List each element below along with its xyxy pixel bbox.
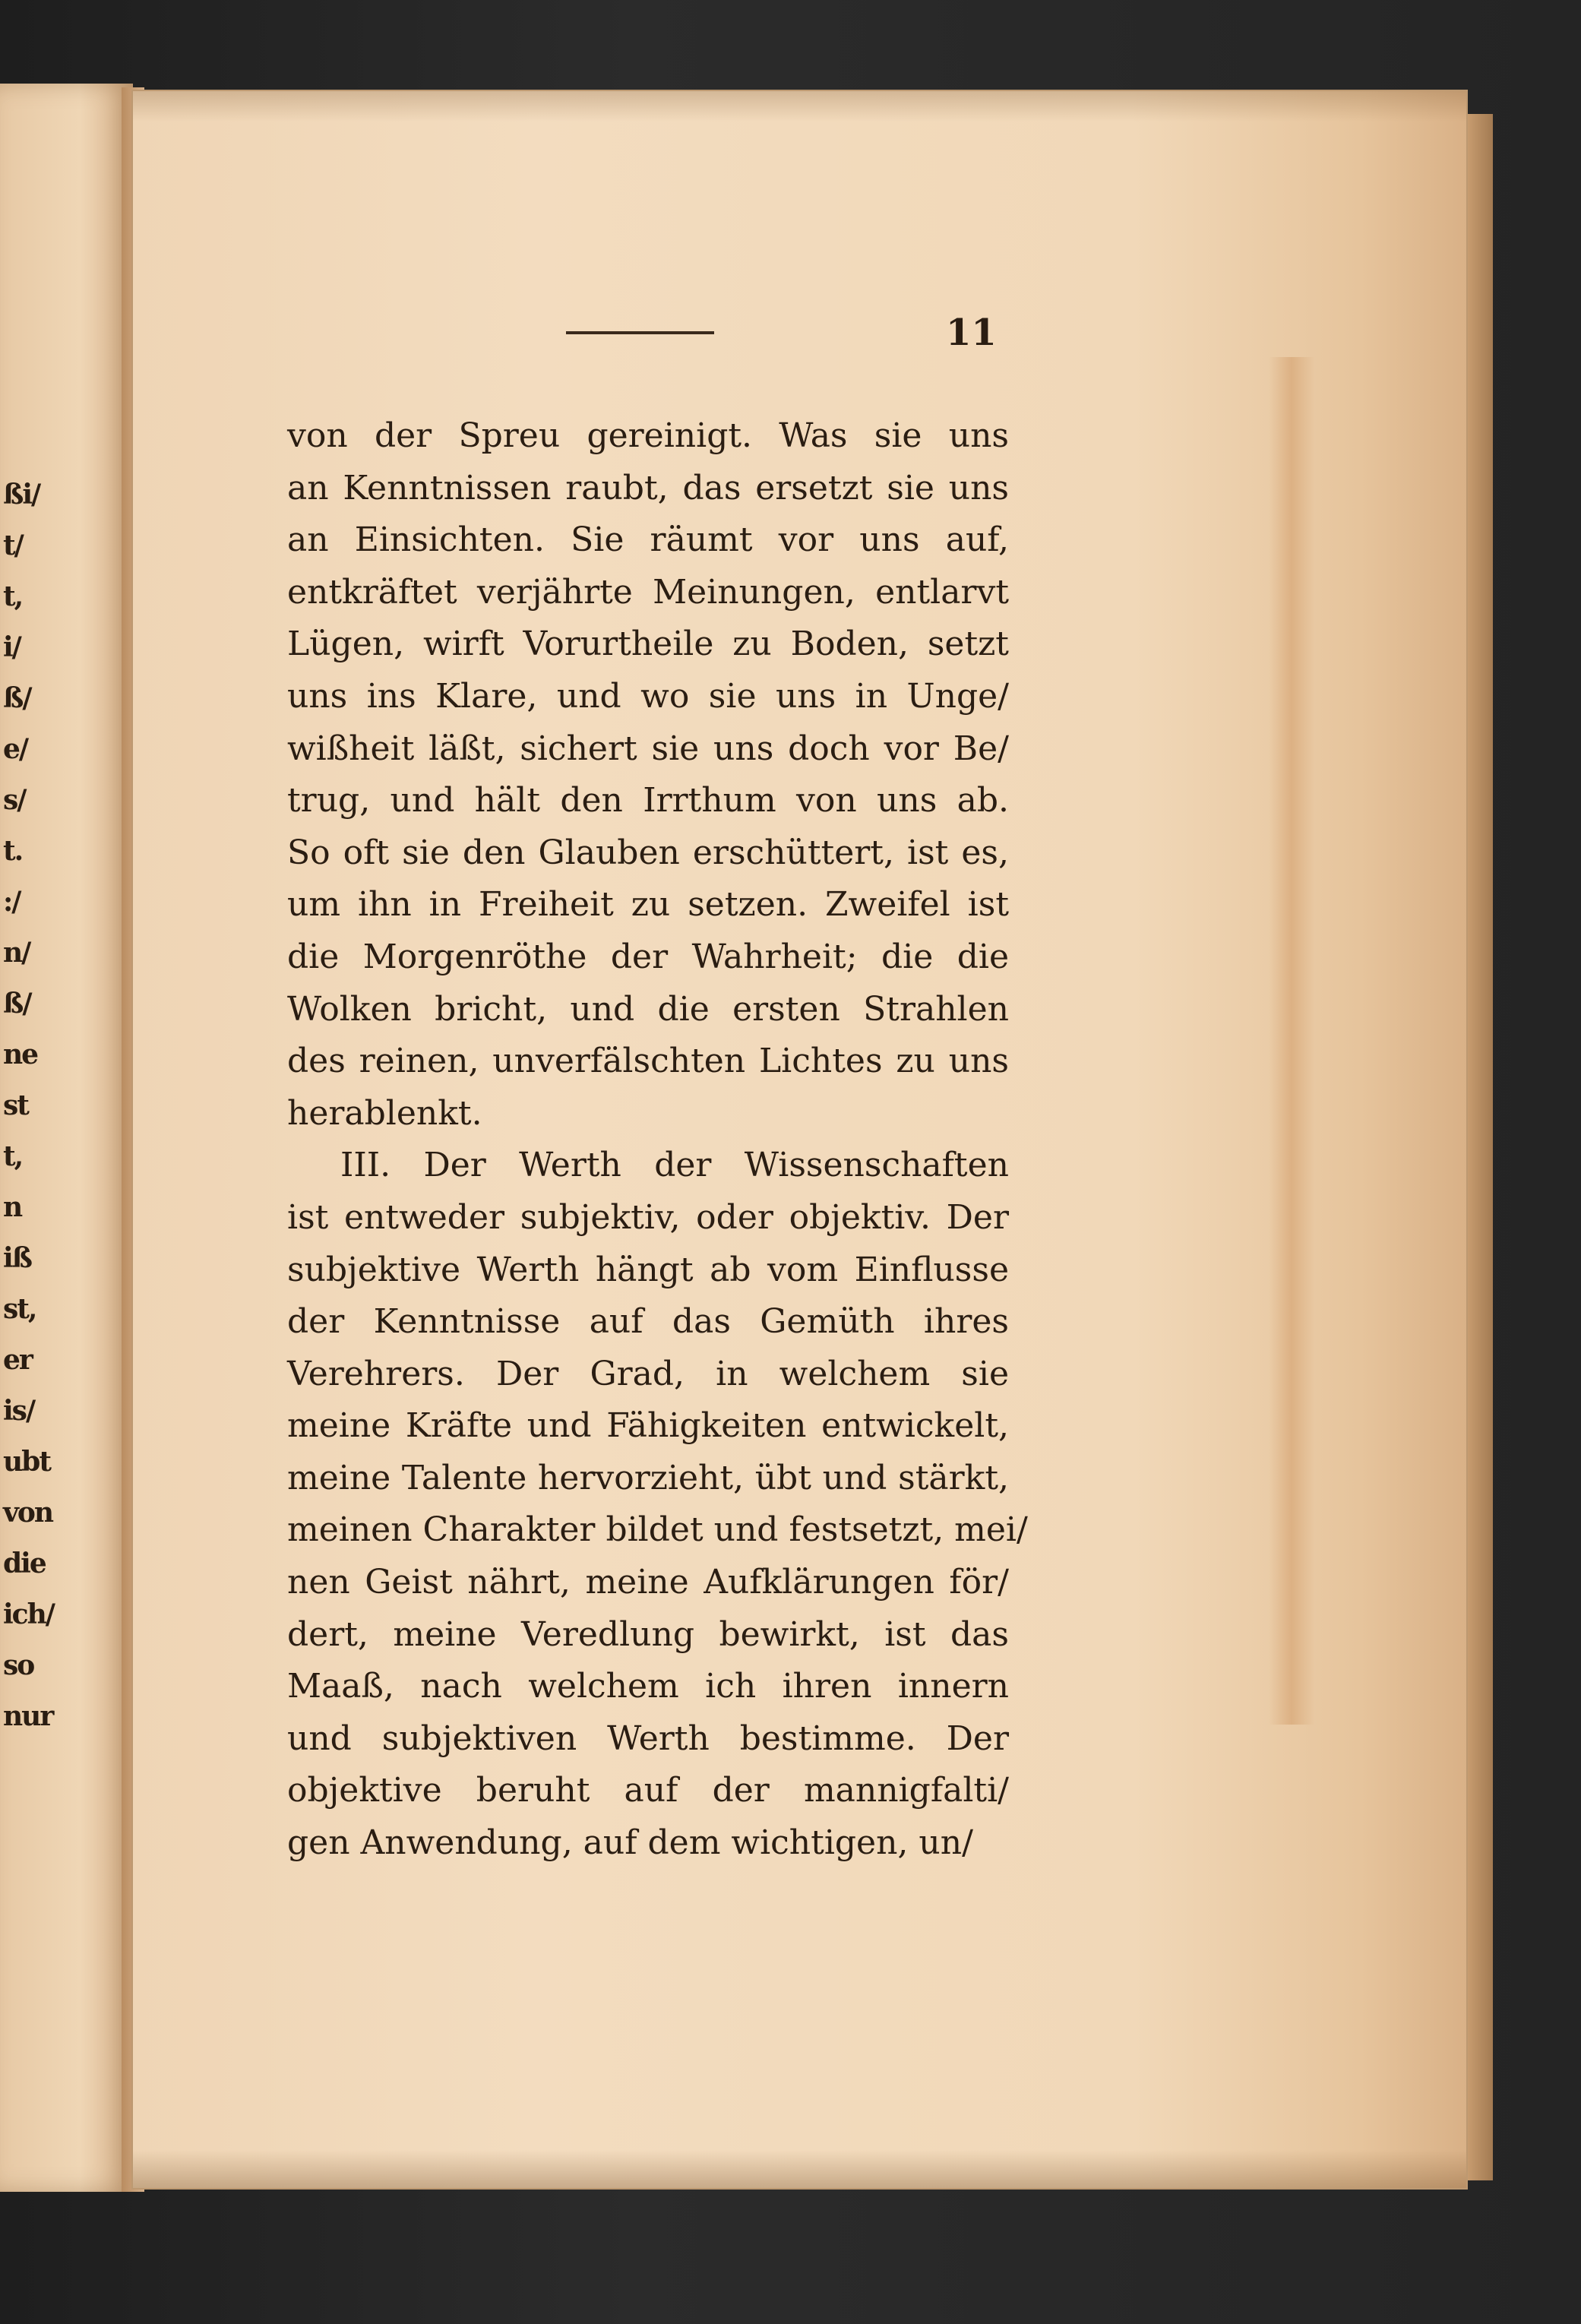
text-line: meine Talente hervorzieht, übt und stärkt, (287, 1458, 1009, 1497)
text-line: des reinen, unverfälschten Lichtes zu uns (287, 1042, 1009, 1081)
previous-page-fragment: ßi/ (3, 479, 40, 511)
text-line: Lügen, wirft Vorurtheile zu Boden, setzt (287, 624, 1009, 664)
page-number: 11 (946, 311, 997, 354)
previous-page-fragment: s/ (3, 784, 26, 816)
previous-page-fragment: ich/ (3, 1598, 54, 1630)
header-rule (566, 331, 714, 334)
previous-page-fragment: n (3, 1191, 22, 1223)
text-line: Wolken bricht, und die ersten Strahlen (287, 989, 1009, 1029)
page-top-shadow (133, 91, 1466, 122)
previous-page-fragment: t/ (3, 530, 23, 561)
previous-page-fragment: er (3, 1344, 32, 1376)
previous-page-fragment: t, (3, 1140, 23, 1172)
text-line: III. Der Werth der Wissenschaften (340, 1146, 1009, 1185)
previous-page-fragment: ß/ (3, 682, 31, 714)
page-bottom-shadow (133, 2150, 1466, 2188)
previous-page-fragment: t, (3, 580, 23, 612)
previous-page-fragment: von (3, 1497, 53, 1529)
text-line: uns ins Klare, und wo sie uns in Unge/ (287, 676, 1009, 716)
text-line: an Einsichten. Sie räumt vor uns auf, (287, 520, 1009, 560)
previous-page-fragment: t. (3, 835, 23, 867)
text-line: um ihn in Freiheit zu setzen. Zweifel ist (287, 885, 1009, 925)
text-line: an Kenntnissen raubt, das ersetzt sie uns (287, 468, 1009, 507)
text-line: gen Anwendung, auf dem wichtigen, un/ (287, 1823, 973, 1863)
text-line: meine Kräfte und Fähigkeiten entwickelt, (287, 1406, 1009, 1446)
text-line: meinen Charakter bildet und festsetzt, mei/ (287, 1510, 1028, 1550)
text-line: subjektive Werth hängt ab vom Einflusse (287, 1250, 1009, 1289)
previous-page-fragment: so (3, 1649, 34, 1681)
previous-page-fragment: ne (3, 1039, 38, 1070)
text-line: von der Spreu gereinigt. Was sie uns (287, 416, 1009, 455)
text-line: wißheit läßt, sichert sie uns doch vor Be/ (287, 729, 1009, 768)
body-text (287, 410, 1028, 1870)
previous-page-edge (0, 84, 133, 2192)
text-line: Verehrers. Der Grad, in welchem sie (287, 1354, 1009, 1393)
previous-page-fragment: ubt (3, 1446, 50, 1478)
paper-stain (1269, 357, 1314, 1725)
text-line: So oft sie den Glauben erschüttert, ist es, (287, 833, 1009, 872)
text-line: trug, und hält den Irrthum von uns ab. (287, 781, 1009, 821)
previous-page-fragment: i/ (3, 631, 21, 663)
previous-page-fragment: :/ (3, 886, 21, 918)
previous-page-fragment: iß (3, 1242, 32, 1274)
text-line: der Kenntnisse auf das Gemüth ihres (287, 1302, 1009, 1342)
previous-page-fragment: ß/ (3, 988, 31, 1020)
text-line: ist entweder subjektiv, oder objektiv. Der (287, 1197, 1009, 1237)
text-line: entkräftet verjährte Meinungen, entlarvt (287, 572, 1009, 612)
text-line: dert, meine Veredlung bewirkt, ist das (287, 1614, 1009, 1654)
text-line: Maaß, nach welchem ich ihren innern (287, 1667, 1009, 1706)
previous-page-fragment: st, (3, 1293, 36, 1325)
previous-page-fragment: is/ (3, 1395, 35, 1427)
text-line: herablenkt. (287, 1093, 482, 1133)
previous-page-fragment: nur (3, 1700, 53, 1732)
text-line: und subjektiven Werth bestimme. Der (287, 1718, 1009, 1758)
previous-page-fragment: n/ (3, 937, 30, 969)
text-line: objektive beruht auf der mannigfalti/ (287, 1771, 1009, 1810)
text-line: nen Geist nährt, meine Aufklärungen för/ (287, 1563, 1009, 1602)
previous-page-fragment: st (3, 1089, 28, 1121)
text-line: die Morgenröthe der Wahrheit; die die (287, 937, 1009, 976)
previous-page-fragment: die (3, 1548, 46, 1579)
previous-page-fragment: e/ (3, 733, 28, 765)
